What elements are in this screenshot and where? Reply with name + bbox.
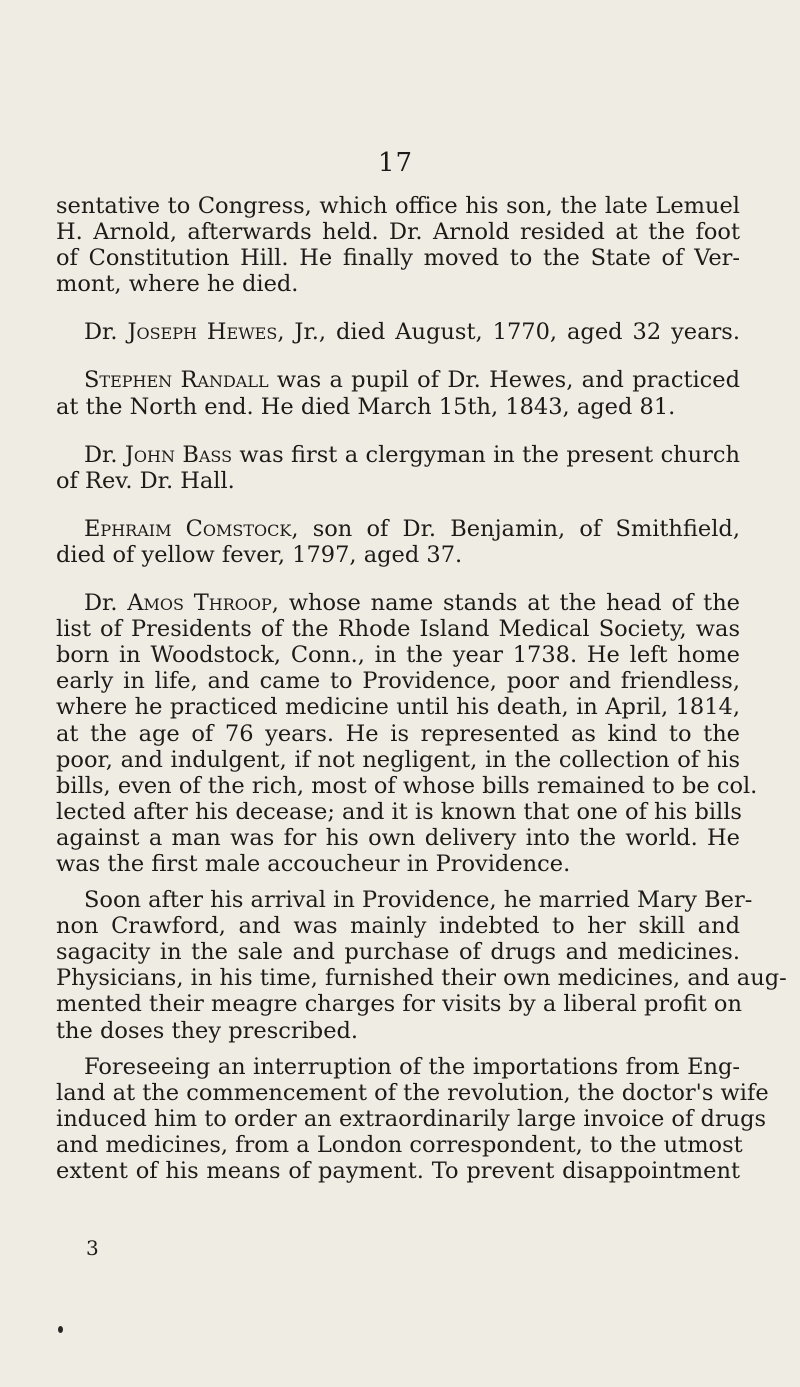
text-line: was the first male accoucheur in Providence. bbox=[56, 850, 571, 877]
title-prefix: Dr. bbox=[84, 319, 118, 346]
text-line: and medicines, from a London correspondent, to the utmost bbox=[56, 1131, 743, 1158]
paragraph-marriage bbox=[56, 887, 787, 1044]
text-line: mented their meagre charges for visits by a liberal profit on bbox=[56, 991, 742, 1018]
paragraph-ephraim-comstock bbox=[56, 516, 740, 568]
text-line: sagacity in the sale and purchase of drugs and medicines. bbox=[56, 939, 740, 966]
text-line: born in Woodstock, Conn., in the year 1738. He left home bbox=[56, 642, 740, 669]
text-line: Physicians, in his time, furnished their own medicines, and aug- bbox=[56, 965, 787, 992]
text-line: of Constitution Hill. He finally moved to the State of Ver- bbox=[56, 245, 740, 272]
text-line: died of yellow fever, 1797, aged 37. bbox=[56, 541, 463, 568]
paragraph-stephen-randall bbox=[56, 367, 740, 419]
text-line: against a man was for his own delivery into the world. He bbox=[56, 824, 740, 851]
person-name: John Bass bbox=[124, 441, 233, 468]
paragraph-amos-throop bbox=[56, 590, 758, 877]
text-line: sentative to Congress, which office his son, the late Lemuel bbox=[56, 193, 740, 219]
text-line: of Rev. Dr. Hall. bbox=[56, 467, 235, 494]
text-line: induced him to order an extraordinarily large invoice of drugs bbox=[56, 1105, 767, 1132]
text-line bbox=[56, 367, 740, 393]
text-line: the doses they prescribed. bbox=[56, 1017, 359, 1044]
signature-mark: 3 bbox=[86, 1236, 99, 1260]
text-line: where he practiced medicine until his death, in April, 1814, bbox=[56, 694, 740, 721]
person-name: Amos Throop bbox=[127, 590, 272, 617]
text-line: lected after his decease; and it is known that one of his bills bbox=[56, 798, 742, 825]
text-line: bills, even of the rich, most of whose bills remained to be col. bbox=[56, 772, 758, 799]
text-line bbox=[56, 590, 740, 616]
person-name: Ephraim Comstock bbox=[84, 515, 292, 542]
text-line: mont, where he died. bbox=[56, 271, 299, 298]
paragraph-arnold-continued bbox=[56, 193, 740, 297]
text-line bbox=[56, 319, 740, 345]
print-speck bbox=[58, 1326, 63, 1333]
text-line: land at the commencement of the revolution, the doctor's wife bbox=[56, 1079, 769, 1106]
text-fragment: , whose name stands at the head of the bbox=[271, 590, 740, 617]
title-prefix: Dr. bbox=[84, 441, 118, 468]
text-line: poor, and indulgent, if not negligent, in the collection of his bbox=[56, 746, 740, 773]
paragraph-john-bass bbox=[56, 442, 740, 494]
text-fragment: was a pupil of Dr. Hewes, and practiced bbox=[268, 367, 740, 394]
page-number: 17 bbox=[378, 148, 414, 178]
person-name: Joseph Hewes bbox=[127, 319, 278, 346]
text-line: non Crawford, and was mainly indebted to her skill and bbox=[56, 913, 740, 940]
text-line bbox=[56, 516, 740, 542]
text-fragment: , son of Dr. Benjamin, of Smithfield, bbox=[291, 515, 740, 542]
text-line: Foreseeing an interruption of the importations from Eng- bbox=[84, 1053, 740, 1080]
paragraph-importations bbox=[56, 1053, 769, 1184]
text-line: early in life, and came to Providence, poor and friendless, bbox=[56, 668, 740, 695]
text-line: extent of his means of payment. To prevent disappointment bbox=[56, 1158, 740, 1184]
text-line: at the age of 76 years. He is represented as kind to the bbox=[56, 720, 740, 747]
text-fragment: , Jr., died August, 1770, aged 32 years. bbox=[277, 319, 740, 346]
paragraph-joseph-hewes bbox=[56, 319, 740, 345]
text-line: Soon after his arrival in Providence, he married Mary Ber- bbox=[84, 887, 753, 914]
text-line: list of Presidents of the Rhode Island Medical Society, was bbox=[56, 616, 740, 643]
text-line: at the North end. He died March 15th, 1843, aged 81. bbox=[56, 393, 676, 420]
text-fragment: was first a clergyman in the present church bbox=[232, 441, 740, 468]
body-text bbox=[56, 193, 787, 1184]
title-prefix: Dr. bbox=[84, 590, 118, 617]
text-line bbox=[56, 442, 740, 468]
text-line: H. Arnold, afterwards held. Dr. Arnold resided at the foot bbox=[56, 219, 740, 246]
person-name: Stephen Randall bbox=[84, 367, 269, 394]
